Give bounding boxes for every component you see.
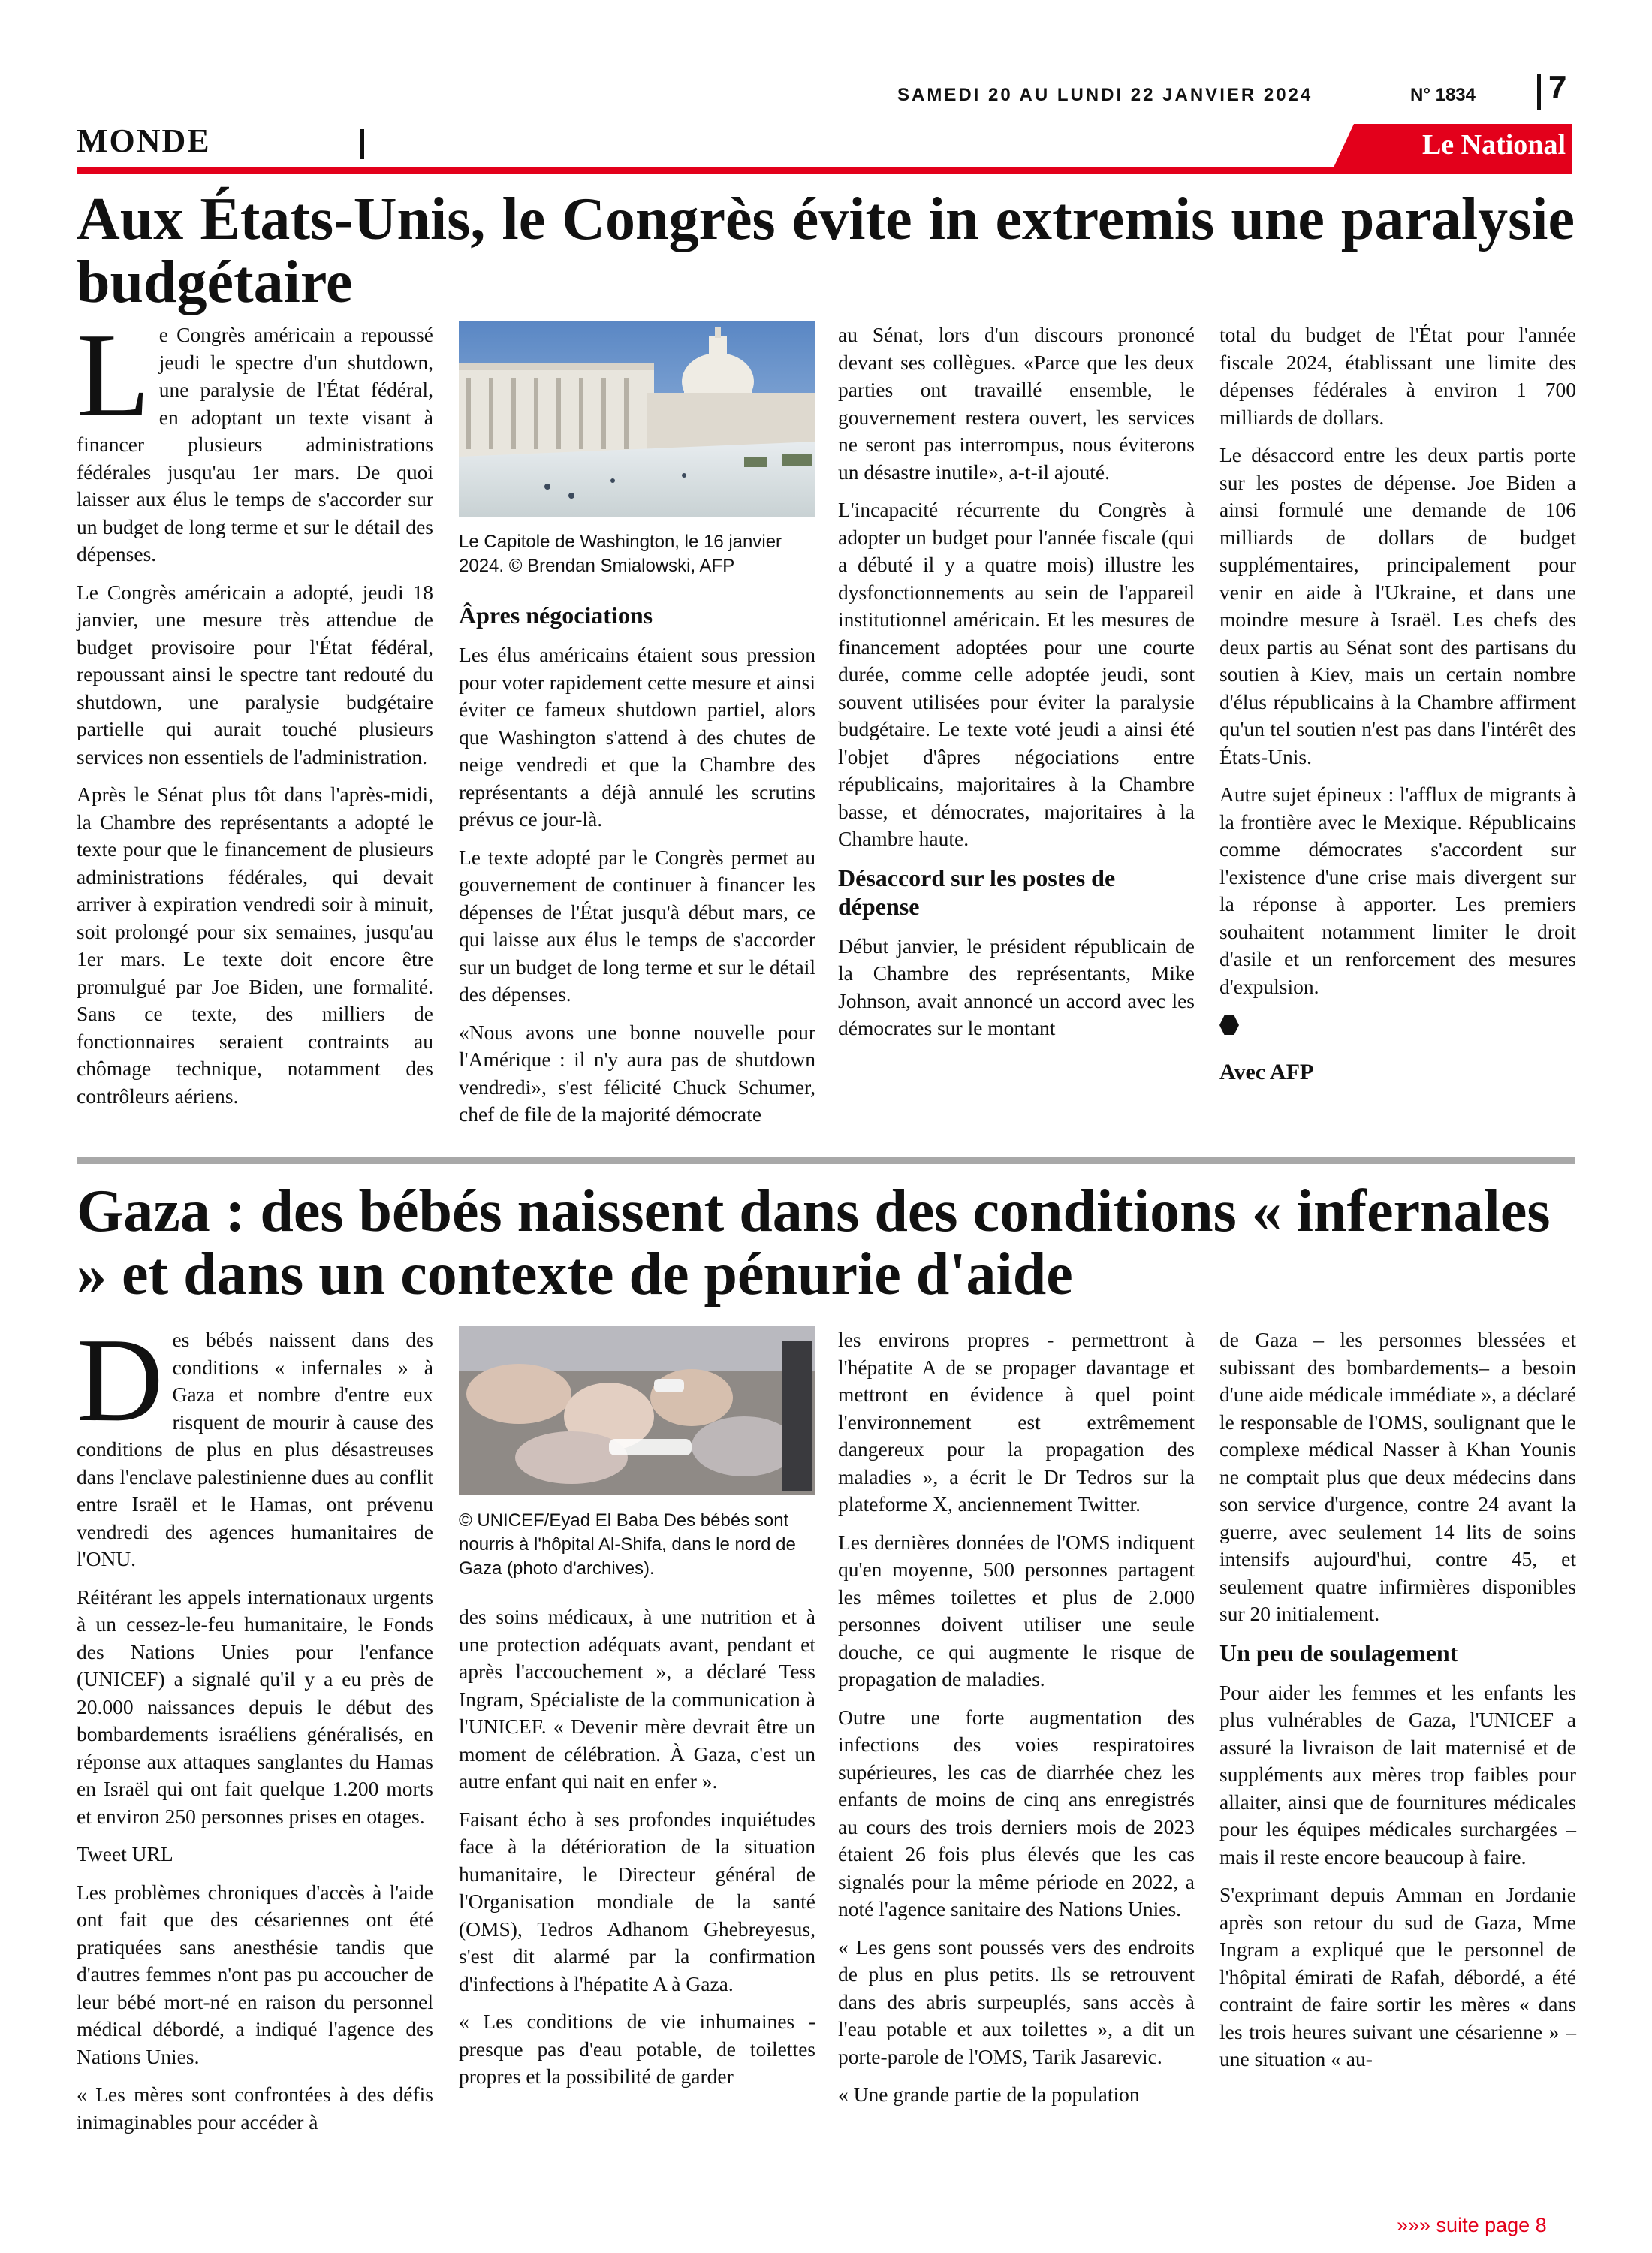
paragraph: total du budget de l'État pour l'année fiscale 2024, établissant une limite des dépenses fédérales à environ 1 700 milliards de dollars. — [1219, 323, 1576, 429]
paragraph: au Sénat, lors d'un discours prononcé devant ses collègues. «Parce que les deux parties ont travaillé ensemble, le gouvernement restera ouvert, les services ne seront pas interrompus, nous éviterons un désastre inutile», a-t-il ajouté. — [838, 323, 1195, 484]
paragraph: «Nous avons une bonne nouvelle pour l'Amérique : il n'y aura pas de shutdown vendredi», s'est félicité Chuck Schumer, chef de file de la majorité démocrate — [459, 1020, 815, 1126]
article2-column-1 — [77, 1313, 433, 2146]
dropcap: D — [77, 1313, 164, 1446]
article2-column-2 — [459, 1326, 815, 2101]
paragraph: Le désaccord entre les deux partis porte sur les postes de dépense. Joe Biden a ainsi formulé une demande de 106 milliards de dollars de budget supplémentaires, principalement pour venir en aide à l'Ukraine, et dans une moindre mesure à Israël. Les chefs des deux partis au Sénat sont des partisans du soutien à Kiev, mais un certain nombre d'élus républicains à la Chambre affirment qu'un tel soutien n'est pas dans l'intérêt des États-Unis. — [1219, 443, 1576, 768]
article2-subhead: Un peu de soulagement — [1219, 1639, 1458, 1666]
article1-column-2 — [459, 321, 815, 1139]
article-divider — [77, 1157, 1575, 1164]
paragraph: Réitérant les appels internationaux urgents à un cessez-le-feu humanitaire, le Fonds des Nations Unies pour l'enfance (UNICEF) a signalé qu'il y a eu près de 20.000 naissances depuis le début des bombardements israéliens généralisés, en réponse aux attaques sanglantes du Hamas en Israël qui ont fait quelque 1.200 morts et environ 250 personnes prises en otages. — [77, 1585, 433, 1828]
article1-column-4 — [1219, 321, 1576, 1086]
paragraph: les environs propres - permettront à l'hépatite A de se propager davantage et mettront en évidence à quel point l'environnement est extrêmement dangereux pour la propagation des maladies », a écrit le Dr Tedros sur la plateforme X, anciennement Twitter. — [838, 1328, 1195, 1516]
paragraph: Outre une forte augmentation des infections des voies respiratoires supérieures, les cas de diarrhée chez les enfants de moins de cinq ans enregistrés au cours des trois derniers mois de 2023 étaient 26 fois plus élevés que les cas signalés pour la même période en 2022, a noté l'agence sanitaire des Nations Unies. — [838, 1705, 1195, 1920]
paragraph: « Une grande partie de la population — [838, 2083, 1140, 2106]
paragraph: Après le Sénat plus tôt dans l'après-midi, la Chambre des représentants a adopté le texte pour que le financement de plusieurs administrations fédérales, qui devait arriver à expiration vendredi soir à minuit, soit prolongé pour six semaines, jusqu'au 1er mars. Le texte doit encore être promulgué par Joe Biden, une formalité. Sans ce texte, des milliers de fonctionnaires seraient contraints au chômage technique, notamment des contrôleurs aériens. — [77, 783, 433, 1108]
header-separator — [1537, 74, 1541, 110]
capitol-photo — [459, 321, 815, 517]
paragraph: des soins médicaux, à une nutrition et à une protection adéquats avant, pendant et après l'accouchement », a déclaré Tess Ingram, Spécialiste de la communication à l'UNICEF. « Devenir mère devrait être un moment de célébration. À Gaza, c'est un autre enfant qui nait en enfer ». — [459, 1605, 815, 1793]
article1-subhead-2: Désaccord sur les postes de dépense — [838, 864, 1116, 920]
paragraph: « Les gens sont poussés vers des endroits de plus en plus petits. Ils se retrouvent dans des abris surpeuplés, sans accès à l'eau potable et aux toilettes », a dit un porte-parole de l'OMS, Tarik Jasarevic. — [838, 1935, 1195, 2068]
article2-headline: Gaza : des bébés naissent dans des conditions « infernales » et dans un contexte de pénurie d'aide — [77, 1178, 1551, 1307]
paragraph: Début janvier, le président républicain de la Chambre des représentants, Mike Johnson, avait annoncé un accord avec les démocrates sur le montant — [838, 933, 1195, 1039]
article2-column-4 — [1219, 1326, 1576, 2084]
article2-lead: Des bébés naissent dans des conditions « infernales » à Gaza et nombre d'entre eux risquent de mourir à cause des conditions de plus en plus désastreuses dans l'enclave palestinienne dues au conflit entre Israël et le Hamas, ont prévenu vendredi des agences humanitaires de l'ONU. — [77, 1313, 433, 1570]
continued-link[interactable]: »»» suite page 8 — [1397, 2214, 1547, 2236]
issue-date: SAMEDI 20 AU LUNDI 22 JANVIER 2024 — [897, 85, 1313, 105]
article1-photo-caption: Le Capitole de Washington, le 16 janvier 2024. © Brendan Smialowski, AFP — [459, 532, 782, 576]
article1-headline: Aux États-Unis, le Congrès évite in extremis une paralysie budgétaire — [77, 186, 1575, 315]
tweet-url-label: Tweet URL — [77, 1842, 173, 1865]
article1-column-1 — [77, 308, 433, 1120]
paragraph: Faisant écho à ses profondes inquiétudes face à la détérioration de la situation humanitaire, le Directeur général de l'Organisation mondiale de la santé (OMS), Tedros Adhanom Ghebreyesus, s'est dit alarmé par la confirmation d'infections à l'hépatite A à Gaza. — [459, 1807, 815, 1995]
paragraph: Le texte adopté par le Congrès permet au gouvernement de continuer à financer les dépenses de l'État jusqu'à début mars, ce qui laisse aux élus le temps de s'accorder sur un budget de long terme et sur le détail des dépenses. — [459, 845, 815, 1006]
article1-credit: Avec AFP — [1219, 1059, 1314, 1084]
paragraph: Les dernières données de l'OMS indiquent qu'en moyenne, 500 personnes partagent les mêmes toilettes et plus de 2.000 personnes doivent utiliser une seule douche, ce qui augmente le risque de propagation de maladies. — [838, 1530, 1195, 1691]
header-rule — [77, 167, 1572, 174]
article2-photo-caption: © UNICEF/Eyad El Baba Des bébés sont nourris à l'hôpital Al-Shifa, dans le nord de Gaza (photo d'archives). — [459, 1510, 796, 1579]
paragraph: L'incapacité récurrente du Congrès à adopter un budget pour l'année fiscale (qui a débuté il y a quatre mois) illustre les dysfonctionnements au sein de l'appareil institutionnel américain. Et les mesures de financement adoptées pour une courte durée, comme celle adoptée jeudi, sont souvent utilisées pour éviter la paralysie budgétaire. Le texte voté jeudi a ainsi été l'objet d'âpres négociations entre républicains, majoritaires à la Chambre basse, et démocrates, majoritaires à la Chambre haute. — [838, 498, 1195, 850]
section-label: MONDE — [77, 122, 211, 159]
paragraph: S'exprimant depuis Amman en Jordanie après son retour du sud de Gaza, Mme Ingram a expliqué que le personnel de l'hôpital émirati de Rafah, débordé, a été contraint de faire sortir les mères « dans les trois heures suivant une césarienne » – une situation « au- — [1219, 1883, 1576, 2071]
babies-photo — [459, 1326, 815, 1495]
dropcap: L — [77, 308, 150, 442]
brand-name: Le National — [1421, 129, 1566, 161]
paragraph: « Les mères sont confrontées à des défis inimaginables pour accéder à — [77, 2083, 433, 2134]
article1-subhead-1: Âpres négociations — [459, 602, 653, 629]
paragraph: Les problèmes chroniques d'accès à l'aide ont fait que des césariennes ont été pratiquées sans anesthésie tandis que d'autres femmes n'ont pas pu accoucher de leur bébé mort-né en raison du personnel médical débordé, a indiqué l'agence des Nations Unies. — [77, 1880, 433, 2068]
article2-column-3 — [838, 1326, 1195, 2119]
paragraph: de Gaza – les personnes blessées et subissant des bombardements– a besoin d'une aide médicale immédiate », a déclaré le responsable de l'OMS, soulignant que le complexe médical Nasser à Khan Younis ne comptait plus que deux médecins dans son service d'urgence, contre 24 avant la guerre, avec seulement 14 lits de soins intensifs aujourd'hui, contre 45, et seulement quatre infirmières disponibles sur 20 initialement. — [1219, 1328, 1576, 1625]
paragraph: « Les conditions de vie inhumaines - presque pas d'eau potable, de toilettes propres et la possibilité de garder — [459, 2010, 815, 2088]
article1-column-3 — [838, 321, 1195, 1053]
article1-lead: Le Congrès américain a repoussé jeudi le spectre d'un shutdown, une paralysie de l'État fédéral, en adoptant un texte visant à financer plusieurs administrations fédérales jusqu'au 1er mars. De quoi laisser aux élus le temps de s'accorder sur un budget de long terme et sur le détail des dépenses. — [77, 308, 433, 566]
issue-number: N° 1834 — [1410, 85, 1476, 105]
page-number: 7 — [1548, 69, 1567, 106]
paragraph: Pour aider les femmes et les enfants les plus vulnérables de Gaza, l'UNICEF a assuré la livraison de lait maternisé et de suppléments aux mères trop faibles pour allaiter, ainsi que de fournitures médicales pour les équipes médicales surchargées – mais il reste encore beaucoup à faire. — [1219, 1680, 1576, 1868]
end-of-article-icon — [1219, 1015, 1239, 1035]
paragraph: Le Congrès américain a adopté, jeudi 18 janvier, une mesure très attendue de budget provisoire pour l'État fédéral, repoussant ainsi le spectre tant redouté du shutdown, une paralysie budgétaire partielle qui aurait touché plusieurs services non essentiels de l'administration. — [77, 580, 433, 768]
section-marker — [360, 129, 364, 159]
paragraph: Les élus américains étaient sous pression pour voter rapidement cette mesure et ainsi éviter ce fameux shutdown partiel, alors que Washington s'attend à des chutes de neige vendredi et que la Chambre des représentants a déjà annulé les scrutins prévus ce jour-là. — [459, 643, 815, 831]
paragraph: Autre sujet épineux : l'afflux de migrants à la frontière avec le Mexique. Républicains comme démocrates s'accordent sur l'existence d'une crise mais divergent sur la réponse à apporter. Les premiers souhaitent notamment limiter le droit d'asile et un renforcement des mesures d'expulsion. — [1219, 783, 1576, 998]
